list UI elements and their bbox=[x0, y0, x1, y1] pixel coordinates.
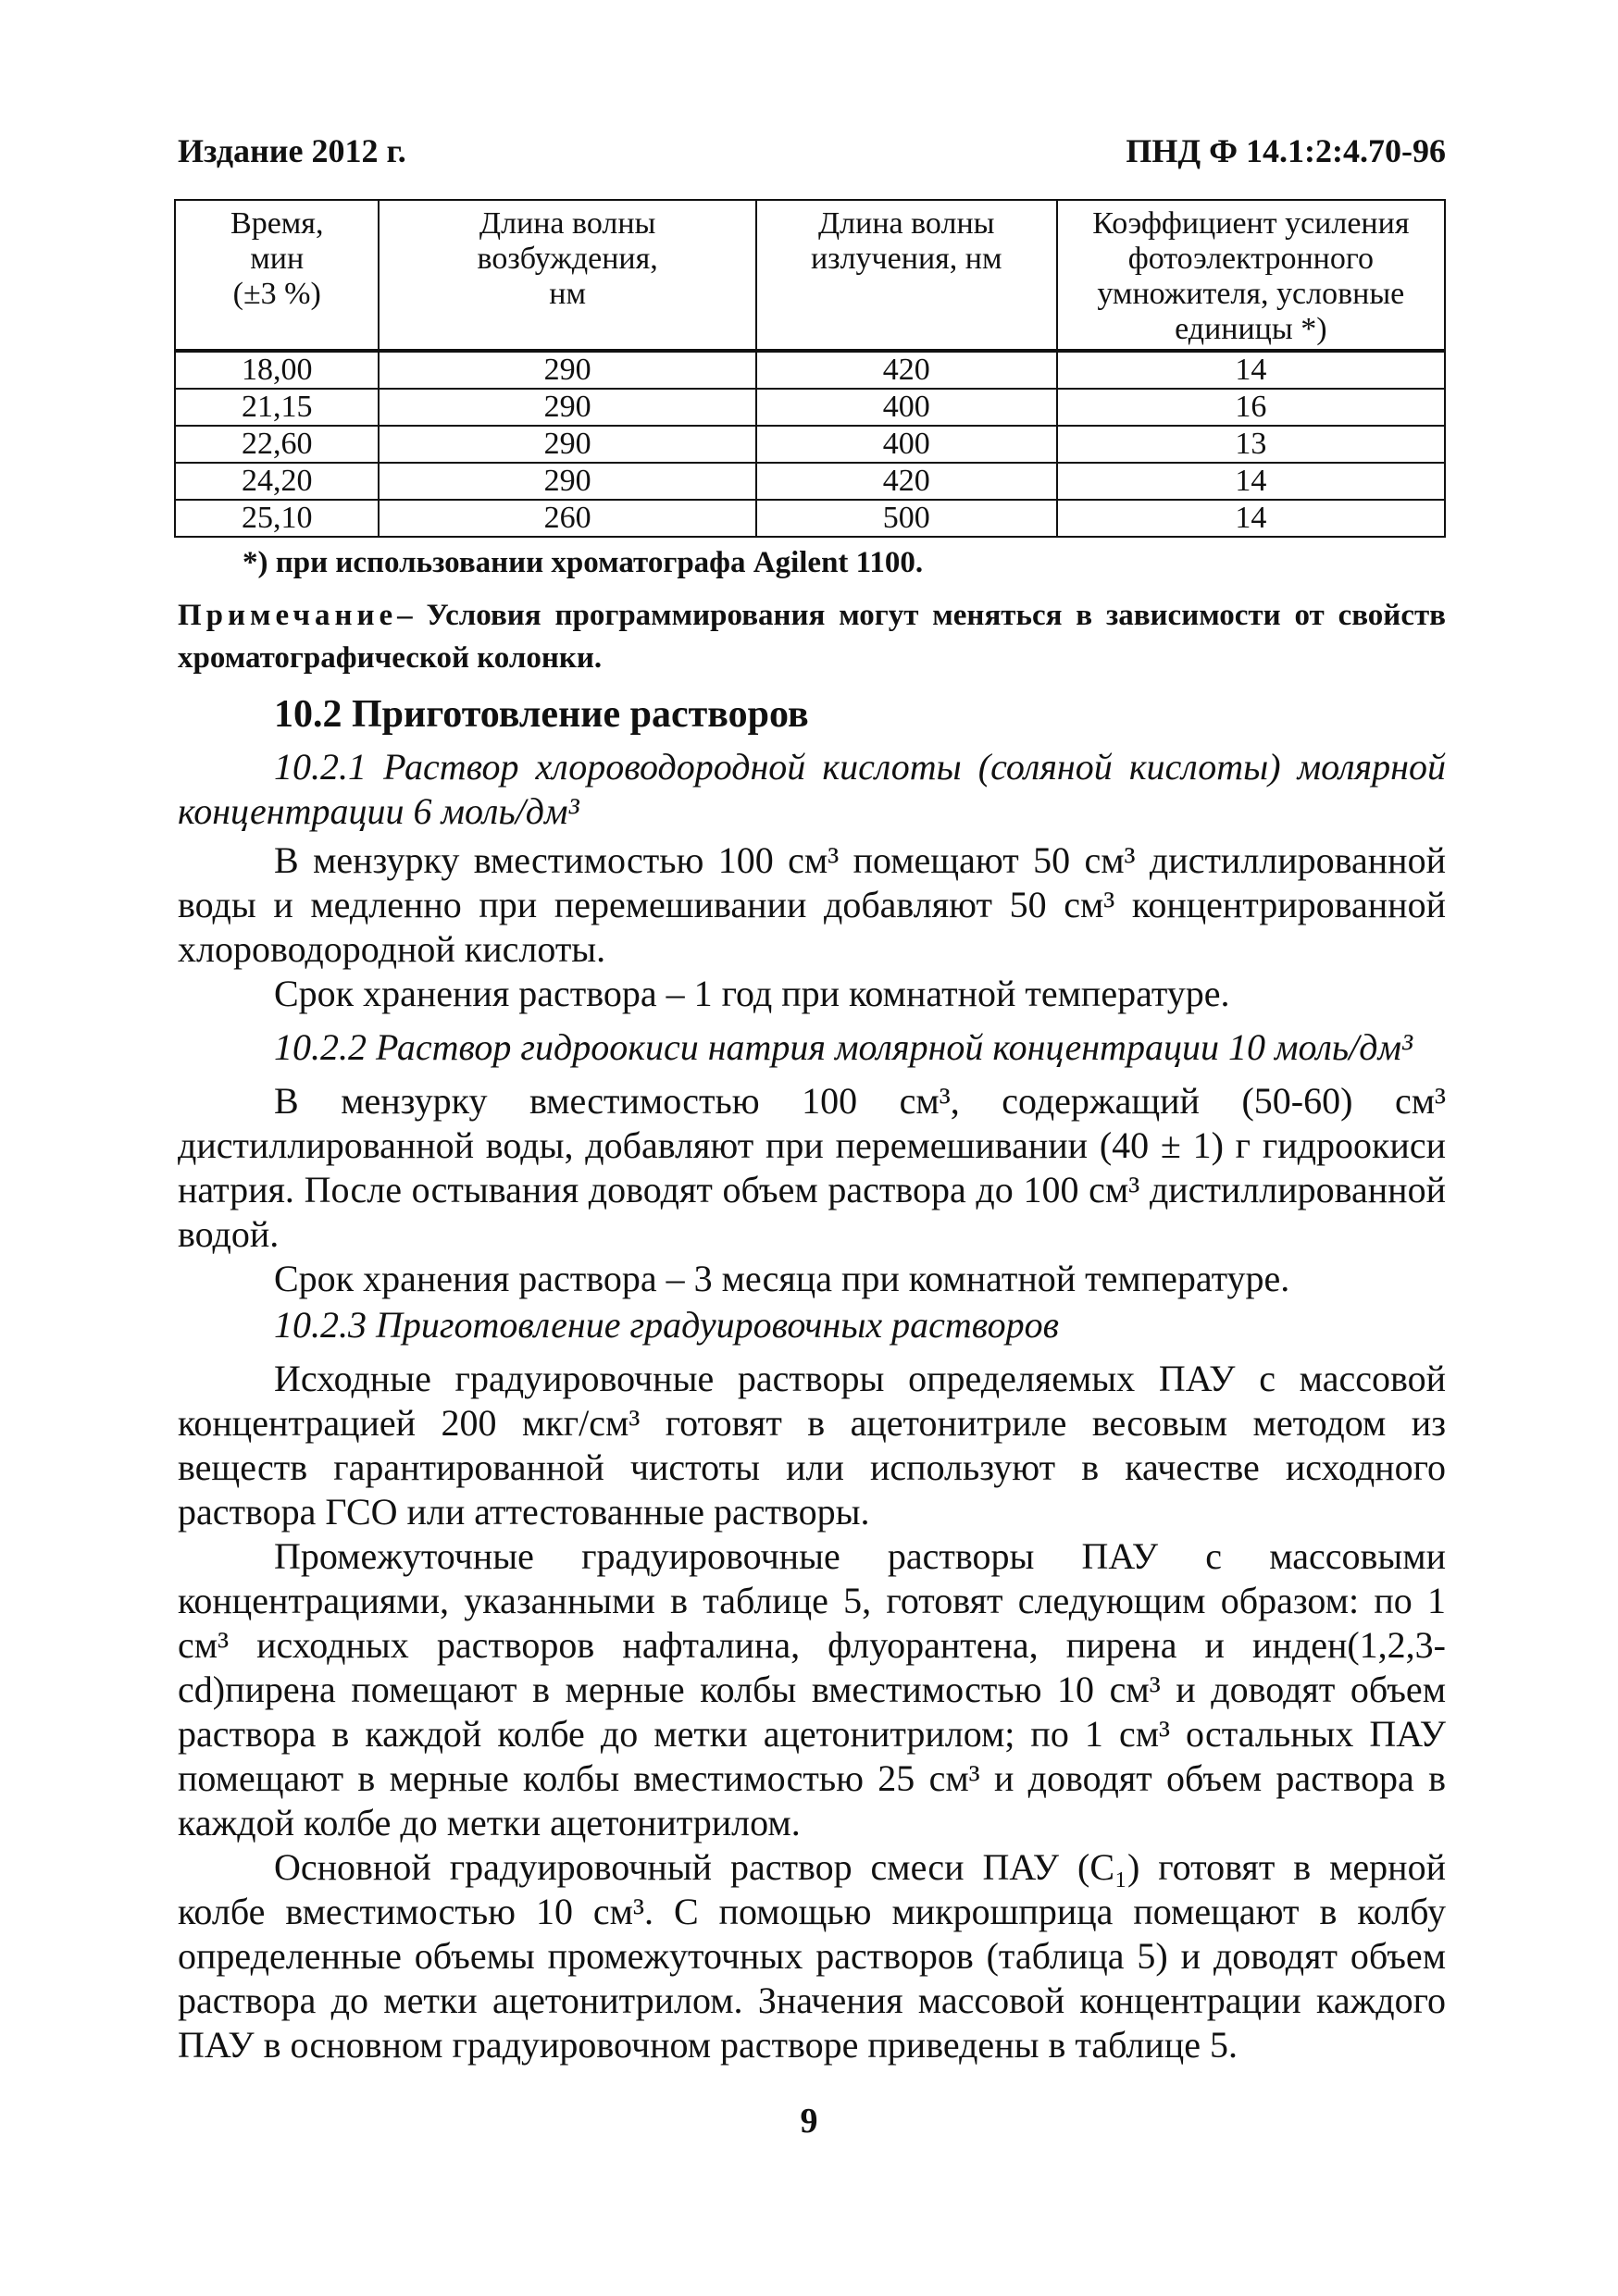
table-row bbox=[175, 463, 1445, 500]
table-row bbox=[175, 389, 1445, 426]
subsection-1-title: 10.2.1 Раствор хлороводородной кислоты (соляной кислоты) молярной концентрации 6 моль/дм³ bbox=[178, 746, 1446, 832]
table-cell: 420 bbox=[756, 351, 1057, 389]
table-cell: 13 bbox=[1057, 426, 1445, 463]
subsection-1-body bbox=[178, 838, 1446, 1016]
header-line: Время, bbox=[230, 206, 324, 241]
header-line: единицы *) bbox=[1175, 312, 1327, 346]
header-excitation bbox=[379, 200, 755, 351]
table-cell: 290 bbox=[379, 426, 755, 463]
subsection-3-paragraph-2: Промежуточные градуировочные растворы ПАУ с массовыми концентрациями, указанными в таблице 5, готовят следующим образом: по 1 см³ исходных растворов нафталина, флуорантена, пирена и инден(1,2,3-cd)пирена помещают в мерные колбы вместимостью 10 см³ и доводят объем раствора в каждой колбе до метки ацетонитрилом; по 1 см³ остальных ПАУ помещают в мерные колбы вместимостью 25 см³ и доводят объем раствора в каждой колбе до метки ацетонитрилом. bbox=[178, 1535, 1446, 1843]
subsection-3-paragraph-1: Исходные градуировочные растворы определяемых ПАУ с массовой концентрацией 200 мкг/см³ готовят в ацетонитриле весовым методом из веществ гарантированной чистоты или используют в качестве исходного раствора ГСО или аттестованные растворы. bbox=[178, 1358, 1446, 1533]
table-cell: 500 bbox=[756, 500, 1057, 537]
header-line: (±3 %) bbox=[232, 277, 321, 311]
header-line: мин bbox=[250, 242, 305, 276]
table-cell: 14 bbox=[1057, 351, 1445, 389]
program-table bbox=[174, 199, 1446, 538]
header-line: нм bbox=[549, 277, 586, 311]
note-label: Примечание bbox=[178, 599, 398, 632]
table-cell: 290 bbox=[379, 463, 755, 500]
table-cell: 400 bbox=[756, 426, 1057, 463]
header-line: возбуждения, bbox=[477, 242, 658, 276]
header-emission bbox=[756, 200, 1057, 351]
table-cell: 16 bbox=[1057, 389, 1445, 426]
section-title: 10.2 Приготовление растворов bbox=[274, 693, 809, 736]
table-cell: 290 bbox=[379, 389, 755, 426]
table-cell: 14 bbox=[1057, 463, 1445, 500]
subsection-3-title: 10.2.3 Приготовление градуировочных растворов bbox=[274, 1304, 1060, 1346]
table-cell: 22,60 bbox=[175, 426, 379, 463]
table-cell: 21,15 bbox=[175, 389, 379, 426]
header-time bbox=[175, 200, 379, 351]
subsection-2-title-block bbox=[178, 1025, 1446, 1070]
table-cell: 420 bbox=[756, 463, 1057, 500]
subsection-1-title-block bbox=[178, 745, 1446, 834]
note-text: – Условия программирования могут меняться в зависимости от свойств хроматографической колонки. bbox=[178, 599, 1446, 675]
header-line: Коэффициент усиления bbox=[1092, 206, 1410, 241]
header-line: фотоэлектронного bbox=[1127, 242, 1374, 276]
note bbox=[178, 594, 1446, 679]
table-cell: 400 bbox=[756, 389, 1057, 426]
subsection-3-body bbox=[178, 1357, 1446, 2067]
table-cell: 290 bbox=[379, 351, 755, 389]
table-cell: 14 bbox=[1057, 500, 1445, 537]
header-line: Длина волны bbox=[479, 206, 656, 241]
header-line: умножителя, условные bbox=[1097, 277, 1405, 311]
table-header-row bbox=[175, 200, 1445, 351]
table-footnote: *) при использовании хроматографа Agilent 1100. bbox=[243, 546, 924, 579]
table-cell: 24,20 bbox=[175, 463, 379, 500]
table-row bbox=[175, 426, 1445, 463]
edition-label: Издание 2012 г. bbox=[178, 132, 406, 169]
subsection-2-title: 10.2.2 Раствор гидроокиси натрия молярной концентрации 10 моль/дм³ bbox=[274, 1026, 1413, 1068]
page-number: 9 bbox=[800, 2102, 818, 2141]
subsection-3-paragraph-3: Основной градуировочный раствор смеси ПАУ (C₁) готовят в мерной колбе вместимостью 10 см³. С помощью микрошприца помещают в колбу определенные объемы промежуточных растворов (таблица 5) и доводят объем раствора до метки ацетонитрилом. Значения массовой концентрации каждого ПАУ в основном градуировочном растворе приведены в таблице 5. bbox=[178, 1846, 1446, 2066]
header-line: излучения, нм bbox=[810, 242, 1002, 276]
table-row bbox=[175, 351, 1445, 389]
table-cell: 18,00 bbox=[175, 351, 379, 389]
table-body bbox=[175, 351, 1445, 537]
header-line: Длина волны bbox=[817, 206, 995, 241]
header-gain bbox=[1057, 200, 1445, 351]
subsection-3-title-block bbox=[178, 1303, 1446, 1347]
subsection-1-paragraph-1: В мензурку вместимостью 100 см³ помещают 50 см³ дистиллированной воды и медленно при перемешивании добавляют 50 см³ концентрированной хлороводородной кислоты. bbox=[178, 839, 1446, 970]
subsection-2-paragraph-2: Срок хранения раствора – 3 месяца при комнатной температуре. bbox=[274, 1258, 1290, 1299]
subsection-2-body bbox=[178, 1079, 1446, 1301]
subsection-1-paragraph-2: Срок хранения раствора – 1 год при комнатной температуре. bbox=[274, 973, 1230, 1014]
table-cell: 25,10 bbox=[175, 500, 379, 537]
table-row bbox=[175, 500, 1445, 537]
table-cell: 260 bbox=[379, 500, 755, 537]
document-code: ПНД Ф 14.1:2:4.70-96 bbox=[1126, 132, 1446, 169]
subsection-2-paragraph-1: В мензурку вместимостью 100 см³, содержащий (50-60) см³ дистиллированной воды, добавляют при перемешивании (40 ± 1) г гидроокиси натрия. После остывания доводят объем раствора до 100 см³ дистиллированной водой. bbox=[178, 1080, 1446, 1255]
